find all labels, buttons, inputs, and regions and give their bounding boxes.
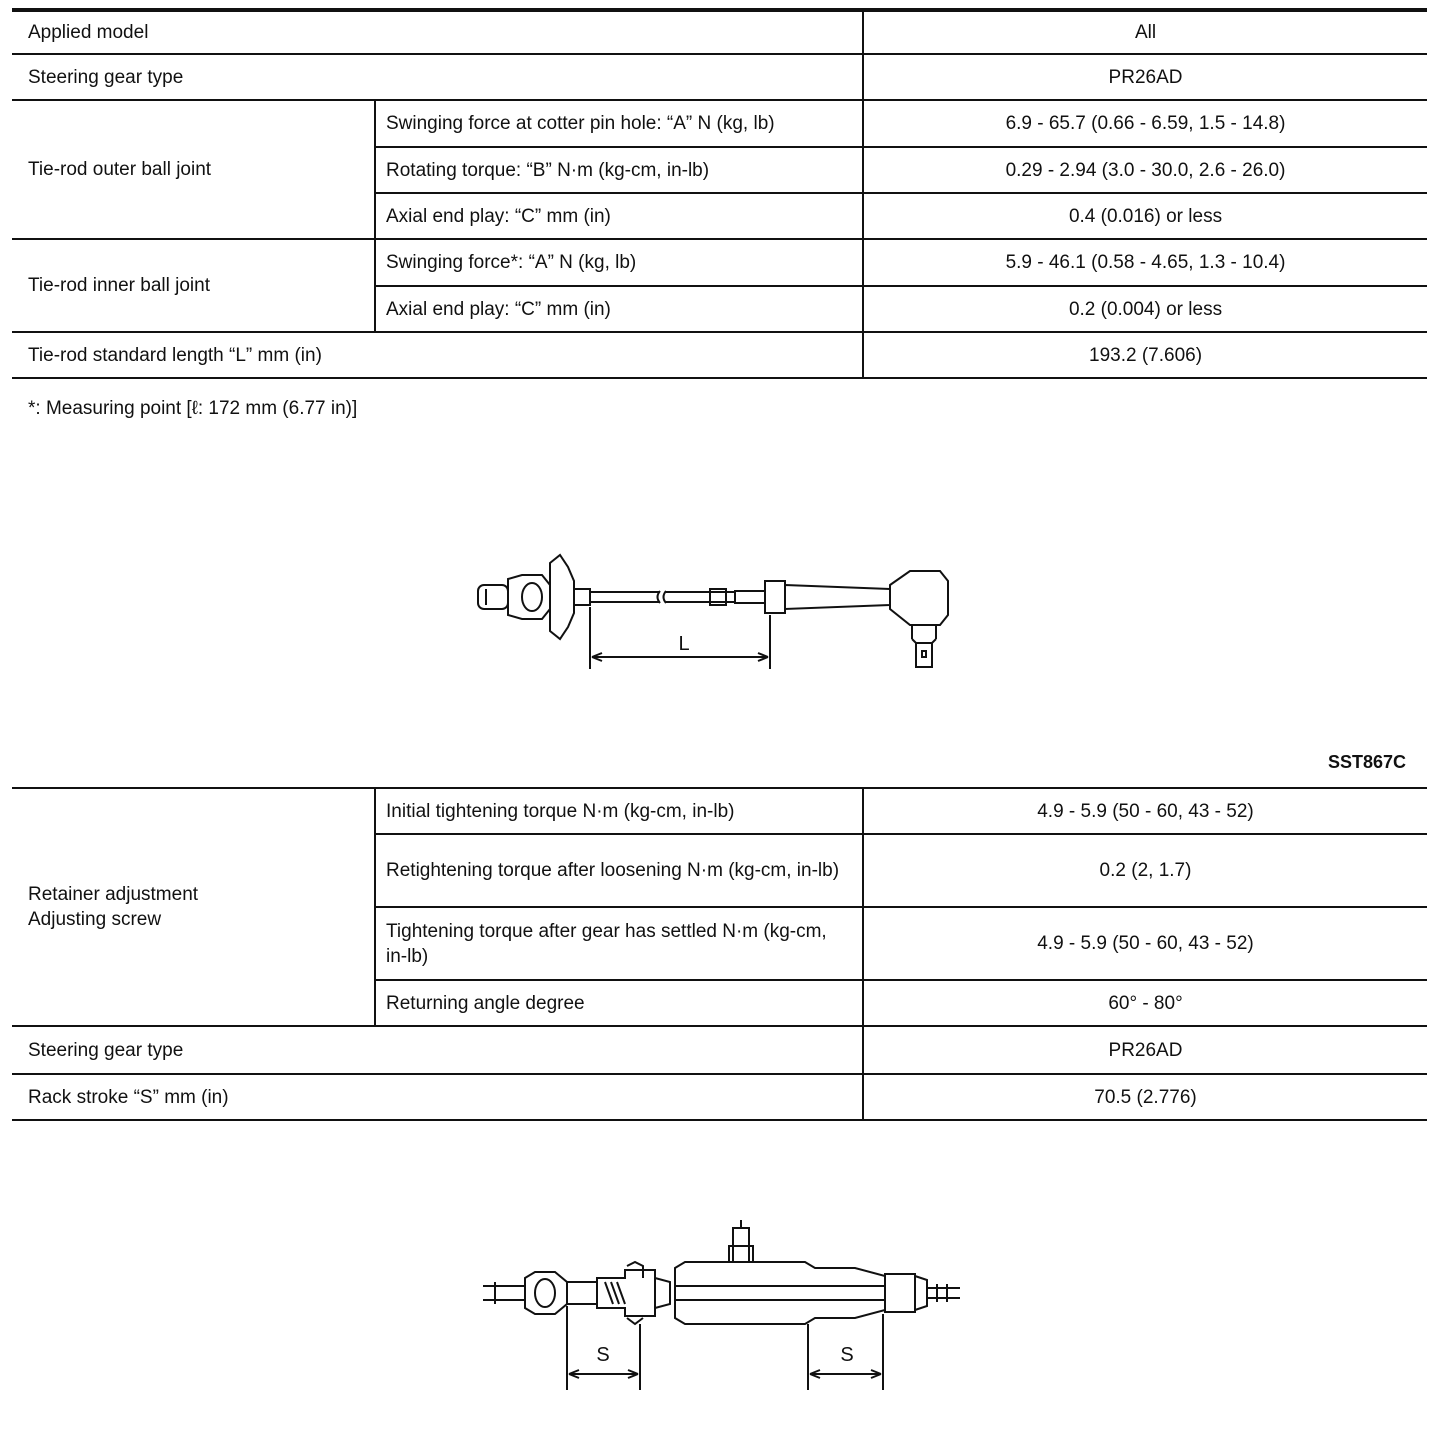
rack-stroke-label: Rack stroke “S” mm (in) — [12, 1074, 863, 1120]
spec-item: Swinging force at cotter pin hole: “A” N (kg, lb) — [375, 100, 863, 147]
spec-item: Axial end play: “C” mm (in) — [375, 286, 863, 332]
retainer-adjustment-label — [12, 788, 375, 1026]
spec-value: 0.4 (0.016) or less — [863, 193, 1427, 239]
applied-model-label: Applied model — [12, 10, 863, 54]
outer-ball-joint-label: Tie-rod outer ball joint — [12, 100, 375, 239]
spec-value: 60° - 80° — [863, 980, 1427, 1026]
dimension-label-l: L — [678, 633, 690, 655]
inner-ball-joint-label: Tie-rod inner ball joint — [12, 239, 375, 332]
steering-gear-type-label: Steering gear type — [12, 54, 863, 100]
figure-code: SST867C — [1328, 752, 1407, 772]
spec-item: Retightening torque after loosening N·m (kg-cm, in-lb) — [375, 834, 863, 907]
retainer-label-line2: Adjusting screw — [28, 909, 162, 930]
retainer-label-line1: Retainer adjustment — [28, 884, 199, 905]
spec-value: 0.29 - 2.94 (3.0 - 30.0, 2.6 - 26.0) — [863, 147, 1427, 193]
spec-item: Swinging force*: “A” N (kg, lb) — [375, 239, 863, 286]
tie-rod-spec-table — [12, 8, 1427, 379]
rack-stroke-value: 70.5 (2.776) — [863, 1074, 1427, 1120]
spec-value: 0.2 (0.004) or less — [863, 286, 1427, 332]
spec-item: Returning angle degree — [375, 980, 863, 1026]
tie-rod-diagram — [470, 545, 990, 695]
steering-gear-type-label-2: Steering gear type — [12, 1026, 863, 1074]
dimension-label-s-left: S — [596, 1344, 610, 1366]
applied-model-value: All — [863, 10, 1427, 54]
spec-item: Axial end play: “C” mm (in) — [375, 193, 863, 239]
steering-gear-type-value: PR26AD — [863, 54, 1427, 100]
retainer-spec-table — [12, 787, 1427, 1121]
measuring-point-footnote: *: Measuring point [ℓ: 172 mm (6.77 in)] — [28, 398, 358, 419]
spec-item: Initial tightening torque N·m (kg-cm, in-lb) — [375, 788, 863, 834]
dimension-label-s-right: S — [840, 1344, 854, 1366]
spec-value: 4.9 - 5.9 (50 - 60, 43 - 52) — [863, 788, 1427, 834]
spec-value: 5.9 - 46.1 (0.58 - 4.65, 1.3 - 10.4) — [863, 239, 1427, 286]
standard-length-value: 193.2 (7.606) — [863, 332, 1427, 378]
spec-item: Rotating torque: “B” N·m (kg-cm, in-lb) — [375, 147, 863, 193]
standard-length-label: Tie-rod standard length “L” mm (in) — [12, 332, 863, 378]
rack-stroke-diagram — [475, 1218, 975, 1408]
steering-gear-type-value-2: PR26AD — [863, 1026, 1427, 1074]
spec-value: 6.9 - 65.7 (0.66 - 6.59, 1.5 - 14.8) — [863, 100, 1427, 147]
spec-item: Tightening torque after gear has settled N·m (kg-cm, in-lb) — [375, 907, 863, 980]
spec-value: 4.9 - 5.9 (50 - 60, 43 - 52) — [863, 907, 1427, 980]
spec-value: 0.2 (2, 1.7) — [863, 834, 1427, 907]
